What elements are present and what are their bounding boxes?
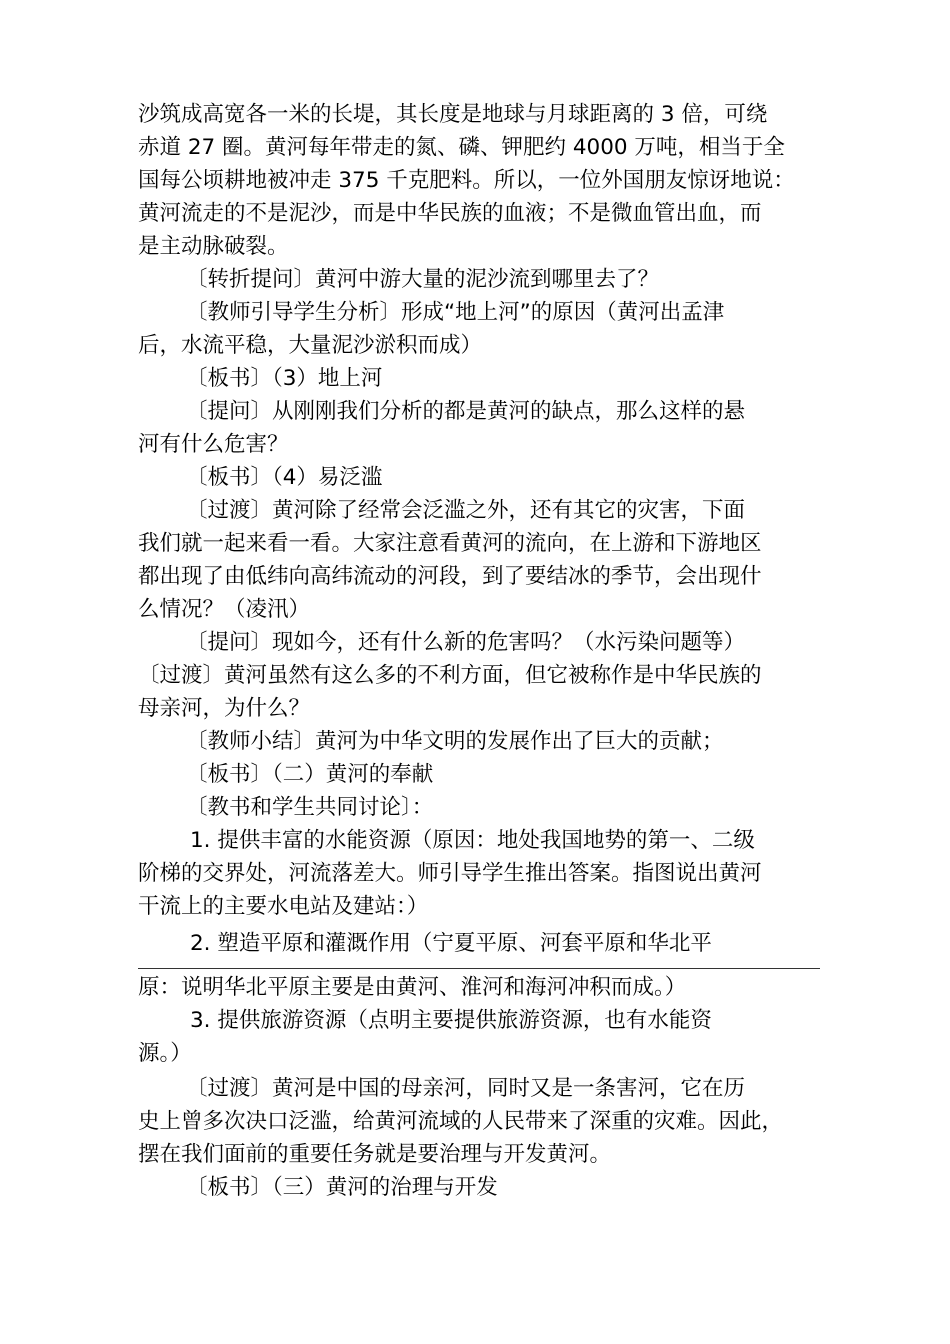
horizontal-rule [138, 968, 820, 969]
text-line: 〔提问〕从刚刚我们分析的都是黄河的缺点，那么这样的悬 [186, 399, 746, 424]
text-line: 赤道 27 圈。黄河每年带走的氮、磷、钾肥约 4000 万吨，相当于全 [138, 135, 785, 160]
text-line: 〔过渡〕黄河虽然有这么多的不利方面，但它被称作是中华民族的 [138, 663, 762, 688]
text-line: 后，水流平稳，大量泥沙淤积而成） [138, 333, 483, 358]
text-line: 1. 提供丰富的水能资源（原因：地处我国地势的第一、二级 [190, 828, 755, 853]
text-line: 〔提问〕现如今，还有什么新的危害吗？（水污染问题等） [186, 630, 746, 655]
text-line: 是主动脉破裂。 [138, 234, 289, 259]
text-line: 〔教书和学生共同讨论〕： [186, 795, 434, 820]
text-line: 〔过渡〕黄河除了经常会泛滥之外，还有其它的灾害，下面 [186, 498, 746, 523]
text-line: 〔转折提问〕黄河中游大量的泥沙流到哪里去了？ [186, 267, 660, 292]
text-line: 2. 塑造平原和灌溉作用（宁夏平原、河套平原和华北平 [190, 931, 712, 956]
text-line: 原：说明华北平原主要是由黄河、淮河和海河冲积而成。） [138, 975, 687, 1000]
text-line: 〔教师引导学生分析〕形成“地上河”的原因（黄河出孟津 [186, 300, 725, 325]
text-line: 么情况？（凌汛） [138, 597, 311, 622]
text-line: 黄河流走的不是泥沙，而是中华民族的血液；不是微血管出血，而 [138, 201, 762, 226]
text-line: 〔板书〕（4）易泛滥 [186, 465, 383, 490]
text-line: 河有什么危害？ [138, 432, 289, 457]
text-line: 〔板书〕（三）黄河的治理与开发 [186, 1175, 498, 1200]
text-line: 摆在我们面前的重要任务就是要治理与开发黄河。 [138, 1142, 612, 1167]
text-line: 沙筑成高宽各一米的长堤，其长度是地球与月球距离的 3 倍，可绕 [138, 102, 768, 127]
text-line: 阶梯的交界处，河流落差大。师引导学生推出答案。指图说出黄河 [138, 861, 762, 886]
text-line: 我们就一起来看一看。大家注意看黄河的流向，在上游和下游地区 [138, 531, 762, 556]
text-line: 〔教师小结〕黄河为中华文明的发展作出了巨大的贡献； [186, 729, 724, 754]
text-line: 3. 提供旅游资源（点明主要提供旅游资源，也有水能资 [190, 1008, 712, 1033]
text-line: 〔过渡〕黄河是中国的母亲河，同时又是一条害河，它在历 [186, 1076, 746, 1101]
text-line: 都出现了由低纬向高纬流动的河段，到了要结冰的季节，会出现什 [138, 564, 762, 589]
text-line: 母亲河，为什么？ [138, 696, 311, 721]
text-line: 国每公顷耕地被冲走 375 千克肥料。所以，一位外国朋友惊讶地说： [138, 168, 795, 193]
text-line: 〔板书〕（二）黄河的奉献 [186, 762, 434, 787]
text-line: 史上曾多次决口泛滥，给黄河流域的人民带来了深重的灾难。因此， [138, 1109, 784, 1134]
text-line: 源。） [138, 1041, 192, 1066]
text-line: 〔板书〕（3）地上河 [186, 366, 383, 391]
text-line: 干流上的主要水电站及建站：） [138, 894, 429, 919]
